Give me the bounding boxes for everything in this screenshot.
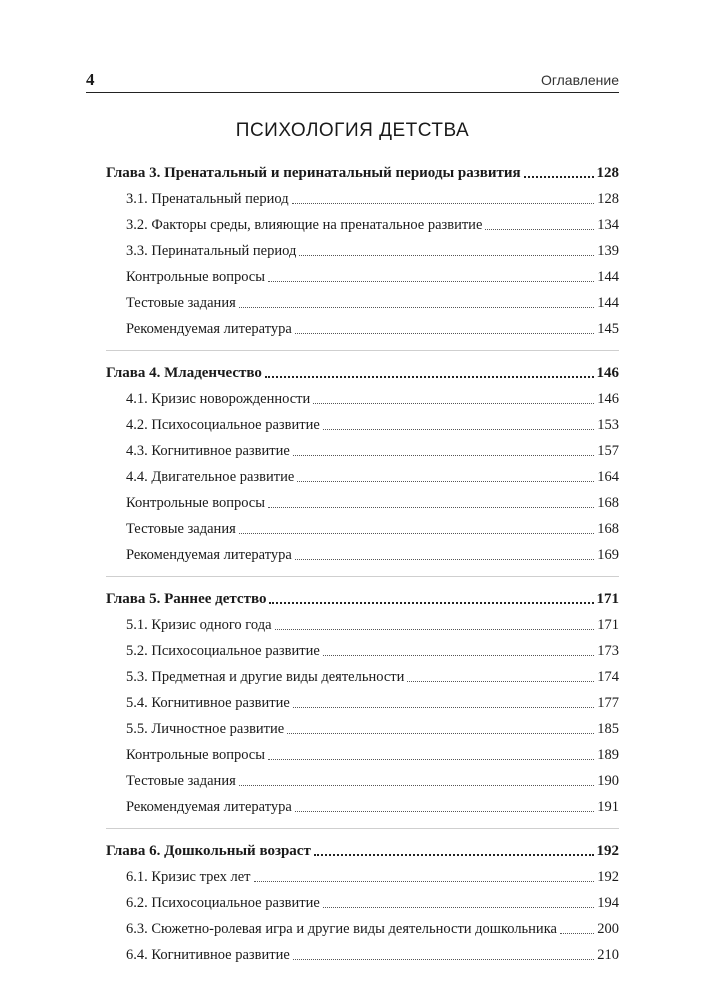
dot-leader: [268, 759, 594, 760]
toc-page-number: 192: [597, 869, 619, 885]
dot-leader: [295, 333, 594, 334]
toc-page-number: 134: [597, 217, 619, 233]
toc-entry-title: 5.3. Предметная и другие виды деятельности: [126, 669, 405, 685]
toc-page-number: 190: [597, 773, 619, 789]
toc-entry-title: Глава 5. Раннее детство: [106, 591, 267, 607]
toc-section-entry[interactable]: [106, 716, 619, 742]
toc-entry-title: Контрольные вопросы: [126, 269, 265, 285]
toc-entry-title: Тестовые задания: [126, 521, 236, 537]
dot-leader: [268, 281, 594, 282]
toc-section-entry[interactable]: [106, 794, 619, 820]
dot-leader: [293, 959, 594, 960]
dot-leader: [485, 229, 594, 230]
dot-leader: [313, 403, 594, 404]
toc-page-number: 191: [597, 799, 619, 815]
toc-section-entry[interactable]: [106, 316, 619, 342]
toc-page-number: 139: [597, 243, 619, 259]
toc-page-number: 194: [597, 895, 619, 911]
dot-leader: [265, 376, 594, 378]
running-section-title: Оглавление: [540, 72, 619, 88]
dot-leader: [268, 507, 594, 508]
toc-page-number: 146: [597, 391, 619, 407]
toc-page-number: 144: [597, 295, 619, 311]
toc-section-entry[interactable]: [106, 238, 619, 264]
toc-entry-title: Рекомендуемая литература: [126, 547, 292, 563]
toc-chapter: [106, 160, 619, 342]
dot-leader: [295, 811, 594, 812]
toc-page-number: 157: [597, 443, 619, 459]
dot-leader: [239, 785, 595, 786]
toc-entry-title: 3.1. Пренатальный период: [126, 191, 289, 207]
toc-entry-title: 3.2. Факторы среды, влияющие на пренатальное развитие: [126, 217, 483, 233]
toc-chapter: [106, 350, 619, 568]
dot-leader: [293, 455, 594, 456]
toc-entry-title: 6.1. Кризис трех лет: [126, 869, 251, 885]
toc-section-entry[interactable]: [106, 186, 619, 212]
toc-page-number: 169: [597, 547, 619, 563]
toc-page-number: 168: [597, 521, 619, 537]
dot-leader: [269, 602, 593, 604]
toc-entry-title: Глава 6. Дошкольный возраст: [106, 843, 311, 859]
toc-entry-title: Тестовые задания: [126, 773, 236, 789]
toc-section-entry[interactable]: [106, 438, 619, 464]
toc-section-entry[interactable]: [106, 742, 619, 768]
toc-page-number: 177: [597, 695, 619, 711]
toc-entry-title: Глава 4. Младенчество: [106, 365, 262, 381]
toc-chapter: [106, 828, 619, 968]
toc-section-entry[interactable]: [106, 412, 619, 438]
toc-page-number: 153: [597, 417, 619, 433]
toc-section-entry[interactable]: [106, 664, 619, 690]
toc-entry-title: Рекомендуемая литература: [126, 799, 292, 815]
toc-page-number: 145: [597, 321, 619, 337]
toc-page-number: 128: [597, 191, 619, 207]
toc-entry-title: 5.5. Личностное развитие: [126, 721, 285, 737]
toc-entry-title: Контрольные вопросы: [126, 495, 265, 511]
toc-page-number: 171: [596, 591, 619, 607]
dot-leader: [292, 203, 595, 204]
table-of-contents: [106, 160, 619, 976]
toc-page-number: 185: [597, 721, 619, 737]
toc-page-number: 146: [596, 365, 619, 381]
toc-entry-title: Глава 3. Пренатальный и перинатальный периоды развития: [106, 165, 521, 181]
toc-section-entry[interactable]: [106, 290, 619, 316]
toc-section-entry[interactable]: [106, 638, 619, 664]
toc-section-entry[interactable]: [106, 212, 619, 238]
toc-section-entry[interactable]: [106, 768, 619, 794]
toc-section-entry[interactable]: [106, 864, 619, 890]
toc-page-number: 189: [597, 747, 619, 763]
toc-section-entry[interactable]: [106, 942, 619, 968]
toc-page-number: 173: [597, 643, 619, 659]
dot-leader: [323, 655, 594, 656]
dot-leader: [299, 255, 594, 256]
toc-entry-title: 4.2. Психосоциальное развитие: [126, 417, 320, 433]
toc-page-number: 168: [597, 495, 619, 511]
toc-page-number: 210: [597, 947, 619, 963]
part-title: ПСИХОЛОГИЯ ДЕТСТВА: [235, 120, 470, 141]
toc-chapter-heading[interactable]: [106, 160, 619, 186]
toc-entry-title: 4.3. Когнитивное развитие: [126, 443, 290, 459]
toc-entry-title: 5.4. Когнитивное развитие: [126, 695, 290, 711]
toc-section-entry[interactable]: [106, 464, 619, 490]
dot-leader: [239, 307, 595, 308]
page-number: 4: [86, 70, 95, 89]
toc-section-entry[interactable]: [106, 516, 619, 542]
toc-page-number: 174: [597, 669, 619, 685]
toc-section-entry[interactable]: [106, 916, 619, 942]
toc-page-number: 164: [597, 469, 619, 485]
toc-page-number: 171: [597, 617, 619, 633]
toc-section-entry[interactable]: [106, 386, 619, 412]
toc-section-entry[interactable]: [106, 490, 619, 516]
toc-entry-title: 4.4. Двигательное развитие: [126, 469, 295, 485]
toc-chapter: [106, 576, 619, 820]
toc-page-number: 144: [597, 269, 619, 285]
toc-entry-title: 6.4. Когнитивное развитие: [126, 947, 290, 963]
toc-section-entry[interactable]: [106, 690, 619, 716]
toc-entry-title: 5.2. Психосоциальное развитие: [126, 643, 320, 659]
toc-entry-title: Тестовые задания: [126, 295, 236, 311]
toc-section-entry[interactable]: [106, 612, 619, 638]
dot-leader: [524, 176, 594, 178]
toc-chapter-heading[interactable]: [106, 838, 619, 864]
dot-leader: [295, 559, 594, 560]
toc-entry-title: 5.1. Кризис одного года: [126, 617, 272, 633]
dot-leader: [254, 881, 595, 882]
dot-leader: [287, 733, 594, 734]
toc-section-entry[interactable]: [106, 264, 619, 290]
toc-entry-title: 4.1. Кризис новорожденности: [126, 391, 311, 407]
toc-entry-title: 6.3. Сюжетно-ролевая игра и другие виды деятельности дошкольника: [126, 921, 557, 937]
dot-leader: [275, 629, 595, 630]
toc-section-entry[interactable]: [106, 890, 619, 916]
toc-page-number: 192: [596, 843, 619, 859]
dot-leader: [239, 533, 595, 534]
dot-leader: [323, 429, 594, 430]
toc-entry-title: Рекомендуемая литература: [126, 321, 292, 337]
running-header: [86, 70, 619, 93]
toc-chapter-heading[interactable]: [106, 586, 619, 612]
dot-leader: [560, 933, 594, 934]
dot-leader: [293, 707, 594, 708]
toc-chapter-heading[interactable]: [106, 360, 619, 386]
toc-entry-title: 3.3. Перинатальный период: [126, 243, 297, 259]
dot-leader: [314, 854, 594, 856]
dot-leader: [323, 907, 594, 908]
toc-entry-title: 6.2. Психосоциальное развитие: [126, 895, 320, 911]
toc-entry-title: Контрольные вопросы: [126, 747, 265, 763]
dot-leader: [407, 681, 594, 682]
toc-section-entry[interactable]: [106, 542, 619, 568]
dot-leader: [297, 481, 594, 482]
toc-page-number: 200: [597, 921, 619, 937]
toc-page-number: 128: [596, 165, 619, 181]
